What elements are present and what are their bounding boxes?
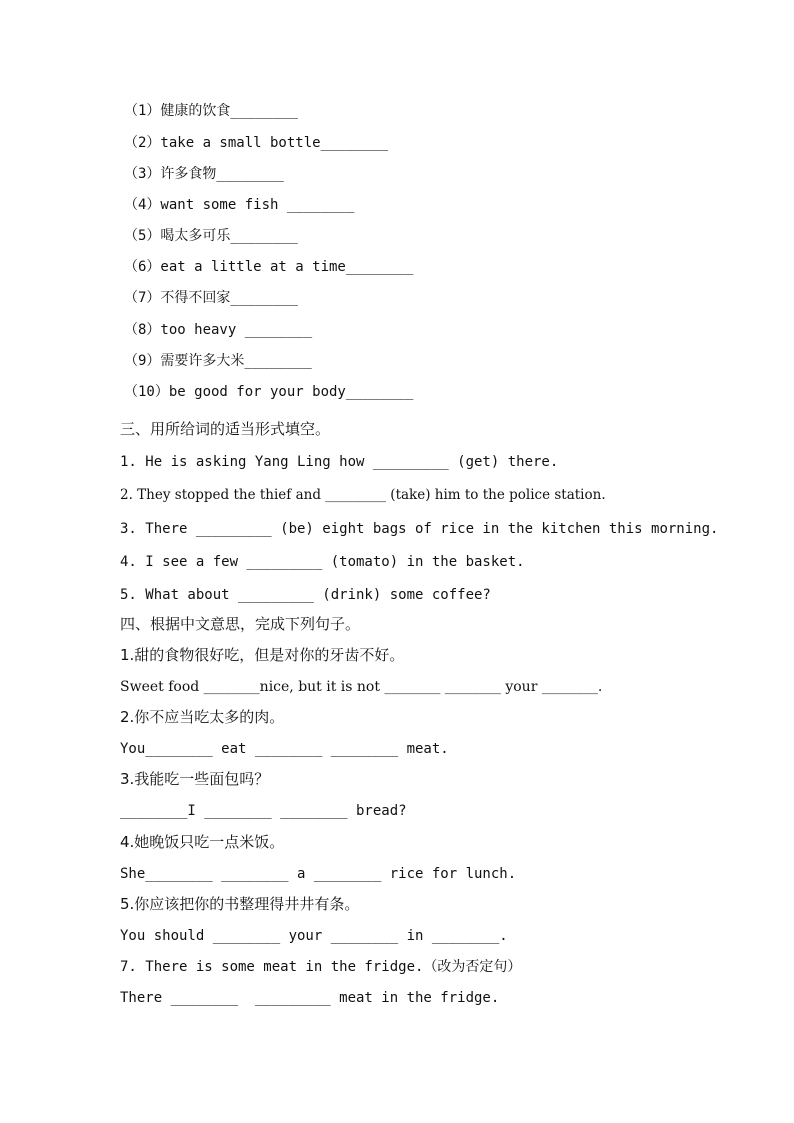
translate-item-3-cn: 3.我能吃一些面包吗？ — [120, 770, 270, 788]
translate-item-7-en: There ________ _________ meat in the fridge. — [120, 990, 500, 1006]
translate-item-2-en: You________ eat ________ ________ meat. — [120, 741, 449, 757]
translate-item-1-cn: 1.甜的食物很好吃，但是对你的牙齿不好。 — [120, 646, 405, 664]
fill-item-4: 4. I see a few _________ (tomato) in the basket. — [120, 554, 525, 570]
translate-item-3-en: ________I ________ ________ bread? — [120, 803, 407, 819]
translate-item-4-en: She________ ________ a ________ rice for lunch. — [120, 866, 517, 882]
fill-item-5: 5. What about _________ (drink) some coffee? — [120, 587, 491, 603]
fill-item-2: 2. They stopped the thief and _________ (take) him to the police station. — [120, 487, 606, 503]
translate-item-7-prompt: 7. There is some meat in the fridge.（改为否定句） — [120, 959, 522, 975]
vocab-item-1: （1）健康的饮食________ — [124, 103, 298, 119]
translate-item-2-cn: 2.你不应当吃太多的肉。 — [120, 708, 285, 726]
fill-item-1: 1. He is asking Yang Ling how _________ (get) there. — [120, 454, 559, 470]
vocab-item-2: （2）take a small bottle________ — [124, 135, 389, 151]
vocab-item-3: （3）许多食物________ — [124, 166, 284, 182]
translate-item-5-en: You should ________ your ________ in ________. — [120, 928, 508, 944]
vocab-item-8: （8）too heavy ________ — [124, 322, 313, 338]
vocab-item-4: （4）want some fish ________ — [124, 197, 355, 213]
vocab-item-10: （10）be good for your body________ — [124, 384, 414, 400]
vocab-item-6: （6）eat a little at a time________ — [124, 259, 414, 275]
translate-item-1-en: Sweet food ________nice, but it is not ________ ________ your ________. — [120, 679, 603, 695]
vocab-item-5: （5）喝太多可乐________ — [124, 228, 298, 244]
section3-title: 三、用所给词的适当形式填空。 — [120, 420, 331, 438]
translate-item-4-cn: 4.她晚饭只吃一点米饭。 — [120, 833, 285, 851]
vocab-item-7: （7）不得不回家________ — [124, 290, 298, 306]
vocab-item-9: （9）需要许多大米________ — [124, 353, 312, 369]
section4-title: 四、根据中文意思，完成下列句子。 — [120, 615, 361, 633]
translate-item-5-cn: 5.你应该把你的书整理得井井有条。 — [120, 895, 360, 913]
fill-item-3: 3. There _________ (be) eight bags of rice in the kitchen this morning. — [120, 521, 719, 537]
